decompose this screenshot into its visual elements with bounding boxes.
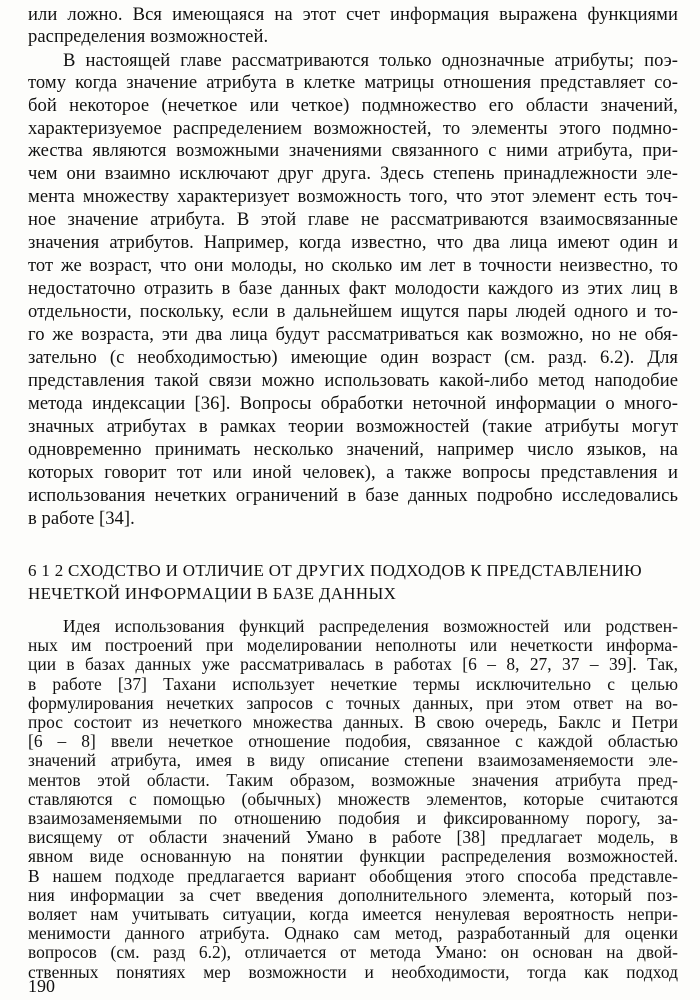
text-line: ственных понятиях мер возможности и необходимости, тогда как подход [28,961,678,982]
text-line: ставляются с помощью (обычных) множеств элементов, которые считаются [28,788,678,809]
text-line: ное значение атрибута. В этой главе не рассматриваются взаимосвязанные [28,209,678,230]
text-line: [6 – 8] ввели нечеткое отношение подобия, связанное с каждой областью [28,731,678,752]
text-line: в работе [37] Тахани использует нечеткие термы исключительно с целью [28,673,678,694]
text-line: тому когда значение атрибута в клетке матрицы отношения представляет со- [28,72,678,93]
text-line: использования нечетких ограничений в базе данных подробно исследовались [28,485,678,506]
text-line: воляет нам учитывать ситуации, когда имеется ненулевая вероятность непри- [28,904,678,924]
text-line: или ложно. Вся имеющаяся на этот счет информация выражена функциями [28,4,678,25]
text-line: прос состоит из нечеткого множества данных. В свою очередь, Баклс и Петри [28,712,678,732]
text-line: в работе [34]. [28,508,135,529]
text-line: ния информации за счет введения дополнительного элемента, который поз- [28,884,678,905]
text-line: представления такой связи можно использовать какой-либо метод наподобие [28,370,678,391]
text-line: значения атрибутов. Например, когда известно, что два лица имеют один и [28,232,678,253]
text-line: го же возраста, эти два лица будут рассматриваться как возможно, но не обя- [28,324,678,345]
text-line: значений атрибута, имея в виду описание степени взаимозаменяемости эле- [28,750,678,771]
text-line: менимости данного атрибута. Однако сам метод, разработанный для оценки [28,923,678,944]
text-line: метода индексации [36]. Вопросы обработки неточной информации о много- [28,393,678,414]
text-line: висящему от области значений Умано в работе [38] предлагает модель, в [28,827,678,848]
text-line: взаимозаменяемыми по отношению подобия и фиксированному порогу, за- [28,808,678,828]
section-heading: 6 1 2 СХОДСТВО И ОТЛИЧИЕ ОТ ДРУГИХ ПОДХОДОВ К ПРЕДСТАВЛЕНИЮ [28,561,642,580]
text-line: значных атрибутах в рамках теории возможностей (такие атрибуты могут [28,416,678,437]
text-line: ции в базах данных уже рассматривалась в работах [6 – 8, 27, 37 – 39]. Так, [28,654,678,675]
text-line: Идея использования функций распределения возможностей или родствен- [63,616,678,636]
text-line: формулирования нечетких запросов с точных данных, при этом ответ на во- [28,692,678,713]
text-line: бой некоторое (нечеткое или четкое) подмножество его области значений, [28,95,678,116]
text-line: В нашем подходе предлагается вариант обобщения этого способа представле- [28,865,678,886]
page-number: 190 [28,976,55,996]
text-line: характеризуемое распределением возможностей, то элементы этого подмно- [28,118,678,139]
text-line: распределения возможностей. [28,26,269,47]
text-line: ментов этой области. Таким образом, возможные значения атрибута пред- [28,769,678,790]
text-line: вопросов (см. разд 6.2), отличается от метода Умано: он основан на двой- [28,942,678,963]
section-heading: НЕЧЕТКОЙ ИНФОРМАЦИИ В БАЗЕ ДАННЫХ [28,584,397,603]
text-line: В настоящей главе рассматриваются только однозначные атрибуты; поэ- [63,50,678,71]
text-line: недостаточно отразить в базе данных факт молодости каждого из этих лиц в [28,278,678,299]
text-line: одновременно принимать несколько значений, например число языков, на [28,439,678,460]
text-line: ных им построений при моделировании неполноты или нечеткости информа- [28,635,678,656]
text-line: явном виде основанную на понятии функции распределения возможностей. [28,846,678,867]
text-line: мента множеству характеризует возможность того, что этот элемент есть точ- [28,186,678,207]
text-line: чем они взаимно исключают друг друга. Здесь степень принадлежности эле- [28,163,678,184]
text-line: которых говорит тот или иной человек), а также вопросы представления и [28,462,678,483]
text-line: отдельности, поскольку, если в дальнейшем ищутся пары людей одного и то- [28,301,678,322]
text-line: тот же возраст, что они молоды, но сколько им лет в точности неизвестно, то [28,255,678,276]
text-line: зательно (с необходимостью) имеющие один возраст (см. разд. 6.2). Для [28,347,678,368]
text-line: жества являются возможными значениями связанного с ними атрибута, при- [28,140,678,161]
